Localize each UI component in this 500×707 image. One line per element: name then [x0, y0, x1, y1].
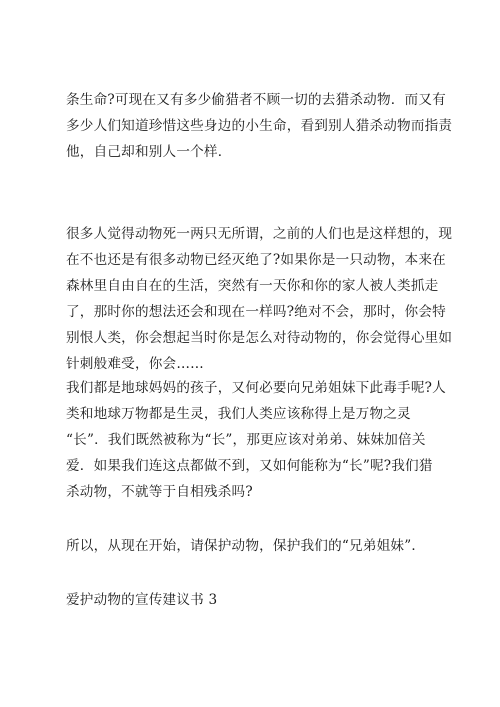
text-line: 我们都是地球妈妈的孩子，又何必要向兄弟姐妹下此毒手呢?人 [66, 380, 446, 396]
paragraph-2 [66, 221, 453, 377]
text-line: “长”．我们既然被称为“长”，那更应该对弟弟、妹妹加倍关 [66, 432, 426, 448]
text-line: 很多人觉得动物死一两只无所谓，之前的人们也是这样想的，现 [66, 226, 453, 242]
text-line: 条生命?可现在又有多少偷猎者不顾一切的去猎杀动物．而又有 [66, 92, 446, 108]
text-line: 别恨人类，你会想起当时你是怎么对待动物的，你会觉得心里如 [66, 330, 453, 346]
text-line: 了，那时你的想法还会和现在一样吗?绝对不会，那时，你会特 [66, 304, 446, 320]
paragraph-4 [66, 533, 438, 559]
text-line: 针刺般难受，你会…… [66, 356, 204, 372]
paragraph-3 [66, 375, 446, 505]
text-line: 所以，从现在开始，请保护动物，保护我们的“兄弟姐妹”． [66, 538, 426, 554]
text-line: 杀动物，不就等于自相残杀吗? [66, 484, 253, 500]
text-line: 多少人们知道珍惜这些身边的小生命，看到别人猎杀动物而指责 [66, 118, 453, 134]
text-line: 森林里自由自在的生活，突然有一天你和你的家人被人类抓走 [66, 278, 439, 294]
paragraph-1 [66, 87, 453, 165]
text-line: 爱．如果我们连这点都做不到，又如何能称为“长”呢?我们猎 [66, 458, 433, 474]
text-line: 在不也还是有很多动物已经灭绝了?如果你是一只动物，本来在 [66, 252, 446, 268]
text-line: 他，自己却和别人一个样． [66, 144, 232, 160]
section-heading [66, 587, 438, 613]
text-line: 爱护动物的宣传建议书 3 [66, 592, 218, 608]
text-line: 类和地球万物都是生灵，我们人类应该称得上是万物之灵 [66, 406, 411, 422]
